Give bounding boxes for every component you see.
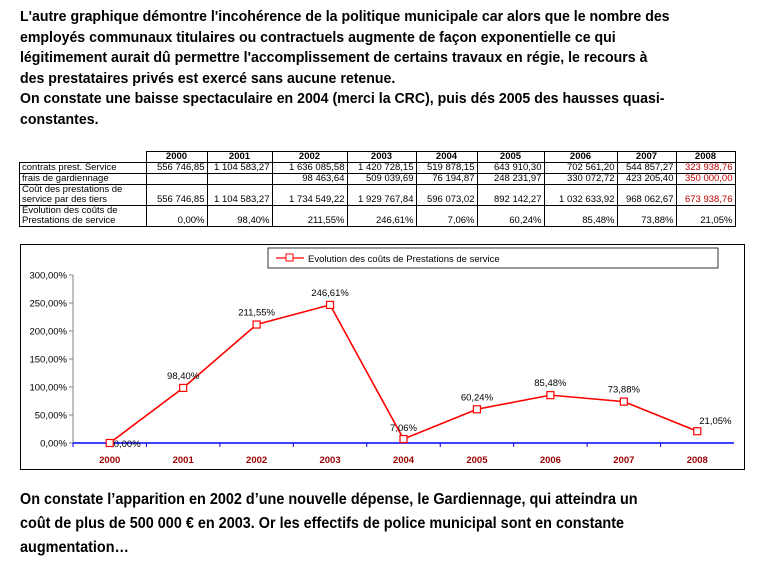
- data-label: 7,06%: [390, 423, 417, 435]
- table-cell: 1 734 549,22: [272, 185, 347, 206]
- row-label-line: Coût des prestations de: [22, 184, 123, 195]
- legend-label: Evolution des coûts de Prestations de service: [308, 254, 500, 265]
- table-cell: 76 194,87: [416, 174, 477, 185]
- data-point: [253, 321, 260, 328]
- table-cell: 556 746,85: [146, 163, 207, 174]
- row-label-line: service par des tiers: [22, 194, 108, 205]
- year-header: 2004: [416, 152, 477, 163]
- table-cell: 246,61%: [347, 206, 416, 227]
- table-cell-highlight: 673 938,76: [676, 185, 735, 206]
- table-cell: 544 857,27: [617, 163, 676, 174]
- table-cell: 85,48%: [544, 206, 617, 227]
- data-point: [400, 436, 407, 443]
- x-tick-label: 2006: [539, 455, 561, 466]
- table-row: [20, 185, 736, 206]
- table-cell: 7,06%: [416, 206, 477, 227]
- table-cell: 1 032 633,92: [544, 185, 617, 206]
- table-cell: 1 929 767,84: [347, 185, 416, 206]
- data-label: 246,61%: [311, 287, 349, 299]
- row-label: frais de gardiennage: [20, 174, 147, 185]
- conclusion-paragraph: [20, 488, 727, 560]
- table-cell: 21,05%: [676, 206, 735, 227]
- table-cell: 509 039,69: [347, 174, 416, 185]
- table-cell: 643 910,30: [477, 163, 544, 174]
- x-tick-label: 2000: [99, 455, 121, 466]
- table-cell: 60,24%: [477, 206, 544, 227]
- table-cell: 98 463,64: [272, 174, 347, 185]
- conclusion-line: coût de plus de 500 000 € en 2003. Or les effectifs de police municipal sont en constante: [20, 515, 625, 532]
- row-label: [20, 206, 147, 227]
- intro-line: légitimement aurait dû permettre l'accomplissement de certains travaux en régie, le recours à: [20, 49, 648, 66]
- table-cell: 1 636 085,58: [272, 163, 347, 174]
- year-header: 2005: [477, 152, 544, 163]
- intro-line: des prestataires privés est exercé sans aucune retenue.: [20, 69, 396, 87]
- data-point: [694, 428, 701, 435]
- data-label: 85,48%: [534, 378, 567, 390]
- data-label: 60,24%: [460, 392, 494, 404]
- table-row: [20, 174, 736, 185]
- table-row: [20, 163, 736, 174]
- data-point: [327, 301, 334, 308]
- table-cell: 248 231,97: [477, 174, 544, 185]
- year-header: 2000: [146, 152, 207, 163]
- intro-line: constantes.: [20, 110, 99, 128]
- year-header: 2002: [272, 152, 347, 163]
- table-cell: 1 104 583,27: [207, 163, 272, 174]
- y-tick-label: 50,00%: [34, 410, 67, 422]
- table-cell: 98,40%: [207, 206, 272, 227]
- table-row: [20, 206, 736, 227]
- x-tick-label: 2007: [613, 455, 635, 466]
- table-cell: 968 062,67: [617, 185, 676, 206]
- row-label-line: Prestations de service: [22, 215, 116, 226]
- data-point: [547, 392, 554, 399]
- data-label: 0,00%: [113, 439, 141, 450]
- intro-line: On constate une baisse spectaculaire en 2004 (merci la CRC), puis dés 2005 des hausses quasi-: [20, 90, 665, 107]
- table-cell: 596 073,02: [416, 185, 477, 206]
- table-cell: 211,55%: [272, 206, 347, 227]
- x-tick-label: 2003: [319, 455, 341, 466]
- year-header: 2006: [544, 152, 617, 163]
- x-tick-label: 2004: [392, 455, 415, 466]
- y-tick-label: 300,00%: [29, 270, 67, 282]
- data-point: [473, 406, 480, 413]
- x-tick-label: 2001: [172, 455, 194, 466]
- table-cell: 892 142,27: [477, 185, 544, 206]
- table-cell-highlight: 323 938,76: [676, 163, 735, 174]
- y-tick-label: 200,00%: [29, 326, 67, 338]
- table-cell: 519 878,15: [416, 163, 477, 174]
- y-tick-label: 100,00%: [29, 382, 67, 394]
- data-point: [180, 384, 187, 391]
- table-cell: 0,00%: [146, 206, 207, 227]
- data-point: [106, 440, 113, 447]
- data-label: 98,40%: [167, 370, 200, 382]
- row-label: [20, 185, 147, 206]
- year-header: 2007: [617, 152, 676, 163]
- chart-frame: [21, 245, 745, 470]
- table-cell-highlight: 350 000,00: [676, 174, 735, 185]
- x-tick-label: 2005: [466, 455, 488, 466]
- table-cell: 1 420 728,15: [347, 163, 416, 174]
- data-point: [620, 398, 627, 405]
- table-header-row: [20, 152, 736, 163]
- table-cell: 702 561,20: [544, 163, 617, 174]
- intro-paragraph: [20, 7, 755, 130]
- table-corner: [20, 152, 147, 163]
- row-label-line: Evolution des coûts de: [22, 205, 118, 216]
- intro-line: employés communaux titulaires ou contractuels augmente de façon exponentielle ce qui: [20, 28, 616, 46]
- x-tick-label: 2008: [686, 455, 708, 466]
- table-cell: [146, 174, 207, 185]
- intro-line: L'autre graphique démontre l'incohérence de la politique municipale car alors que le nombre des: [20, 8, 670, 25]
- y-tick-label: 0,00%: [40, 438, 67, 450]
- y-tick-label: 250,00%: [29, 298, 67, 310]
- table-cell: 1 104 583,27: [207, 185, 272, 206]
- table-cell: 423 205,40: [617, 174, 676, 185]
- year-header: 2008: [676, 152, 735, 163]
- table-cell: 73,88%: [617, 206, 676, 227]
- conclusion-line: On constate l’apparition en 2002 d’une nouvelle dépense, le Gardiennage, qui atteindra un: [20, 491, 638, 508]
- table-cell: [207, 174, 272, 185]
- data-label: 211,55%: [238, 307, 276, 319]
- year-header: 2003: [347, 152, 416, 163]
- conclusion-line: augmentation…: [20, 539, 129, 556]
- x-tick-label: 2002: [246, 455, 268, 466]
- year-header: 2001: [207, 152, 272, 163]
- row-label: contrats prest. Service: [20, 163, 147, 174]
- evolution-line-chart: [20, 244, 745, 470]
- y-tick-label: 150,00%: [29, 354, 67, 366]
- data-label: 21,05%: [699, 416, 732, 428]
- table-cell: 330 072,72: [544, 174, 617, 185]
- cost-table: [19, 151, 736, 227]
- legend-marker: [286, 254, 293, 261]
- table-cell: 556 746,85: [146, 185, 207, 206]
- data-label: 73,88%: [607, 384, 640, 396]
